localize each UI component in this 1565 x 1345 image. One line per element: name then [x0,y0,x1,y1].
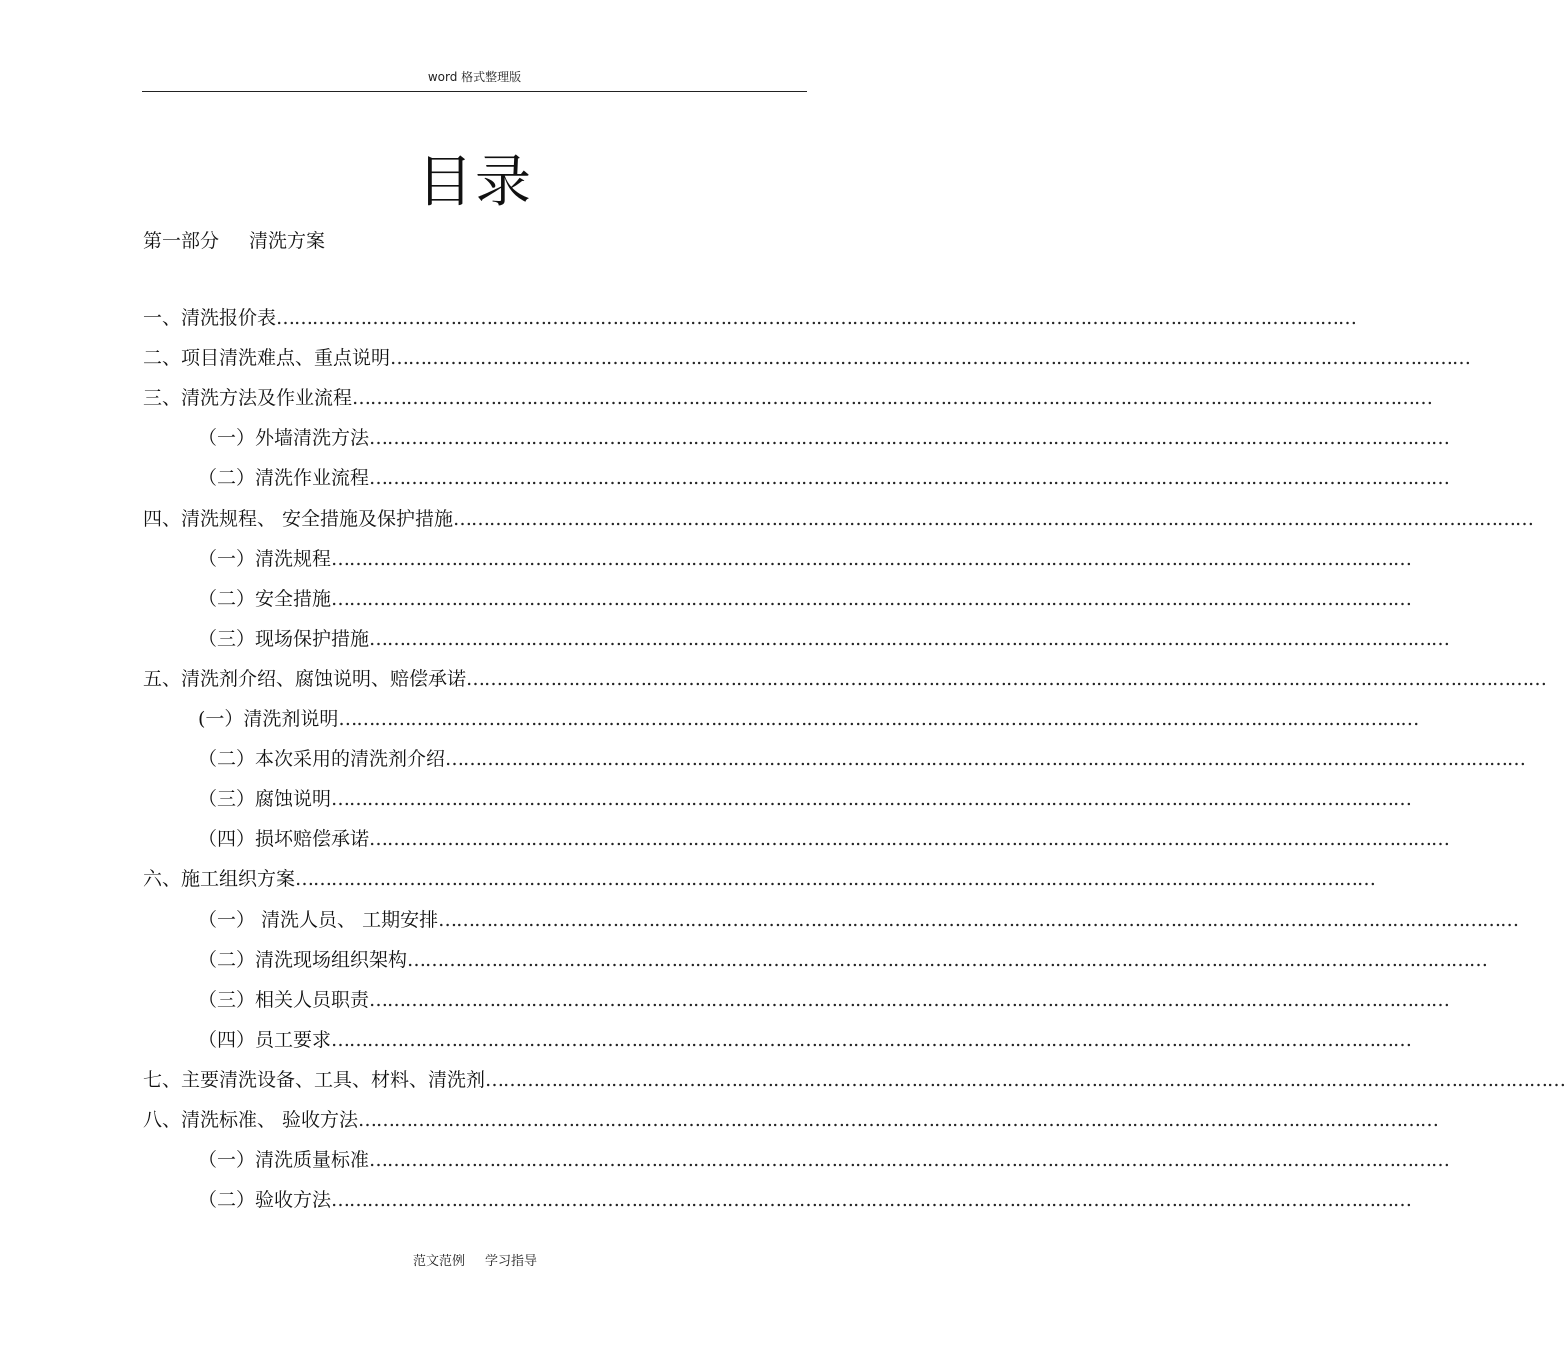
toc-dot-leader: ……………………………………………………………………………………………………………………………………………………………… [485,1068,1565,1091]
toc-entry-label: (一）清洗剂说明 [198,708,339,730]
toc-entry[interactable] [198,1027,1412,1053]
toc-dot-leader: ……………………………………………………………………………………………………………………………………………………………… [331,1028,1412,1051]
toc-dot-leader: ……………………………………………………………………………………………………………………………………………………………… [369,627,1450,650]
toc-entry-label: （二）本次采用的清洗剂介绍 [198,748,446,771]
toc-dot-leader: ……………………………………………………………………………………………………………………………………………………………… [331,547,1412,570]
toc-entry[interactable] [143,1067,1565,1093]
toc-entry-label: （一） 清洗人员、 工期安排 [198,908,439,931]
page-footer [0,1250,950,1269]
toc-entry-label: （一）清洗质量标准 [198,1149,370,1172]
toc-dot-leader: ……………………………………………………………………………………………………………………………………………………………… [438,908,1519,931]
toc-entry-label: （三）相关人员职责 [198,988,370,1011]
toc-entry[interactable] [198,586,1412,612]
toc-entry-label: 二、项目清洗难点、重点说明 [143,347,391,370]
page-header: word 格式整理版 [427,70,522,84]
toc-entry[interactable] [198,786,1412,812]
toc-entry-label: 八、清洗标准、 验收方法 [143,1109,359,1131]
toc-entry-label: （二）清洗现场组织架构 [198,948,408,971]
toc-dot-leader: ……………………………………………………………………………………………………………………………………………………………… [369,1149,1450,1172]
toc-entry[interactable] [198,626,1450,652]
toc-entry-label: （二）安全措施 [198,587,332,610]
toc-dot-leader: ……………………………………………………………………………………………………………………………………………………………… [466,667,1547,690]
toc-dot-leader: ……………………………………………………………………………………………………………………………………………………………… [390,347,1471,370]
toc-entry-label: 七、主要清洗设备、工具、材料、清洗剂 [143,1068,486,1091]
toc-entry[interactable] [198,987,1450,1013]
toc-entry[interactable] [143,1107,1439,1133]
toc-entry[interactable] [143,506,1534,532]
toc-entry[interactable] [198,1187,1412,1213]
part-label: 第一部分 [143,230,220,252]
toc-entry-label: （三）现场保护措施 [198,627,370,650]
toc-dot-leader: ……………………………………………………………………………………………………………………………………………………………… [331,788,1412,811]
toc-entry-label: （三）腐蚀说明 [198,788,332,811]
toc-entry-label: （一）外墙清洗方法 [198,427,370,450]
footer-right: 学习指导 [485,1254,538,1269]
toc-entry-label: 六、施工组织方案 [143,868,296,891]
toc-entry-label: （二）验收方法 [198,1189,332,1212]
toc-entry-label: （四）员工要求 [198,1028,332,1051]
toc-entry[interactable] [198,1147,1450,1173]
toc-dot-leader: ……………………………………………………………………………………………………………………………………………………………… [369,988,1450,1011]
toc-entry[interactable] [198,425,1450,451]
toc-dot-leader: ……………………………………………………………………………………………………………………………………………………………… [407,948,1488,971]
toc-dot-leader: ……………………………………………………………………………………………………………………………………………………………… [445,748,1526,771]
toc-dot-leader: ……………………………………………………………………………………………………………………………………………………………… [338,708,1419,730]
toc-dot-leader: ……………………………………………………………………………………………………………………………………………………………… [453,507,1534,530]
toc-entry-label: 四、清洗规程、 安全措施及保护措施 [143,507,454,530]
toc-entry[interactable] [198,907,1519,933]
toc-entry-label: 一、清洗报价表 [143,307,277,329]
toc-entry[interactable] [198,826,1450,852]
toc-entry[interactable] [143,345,1471,371]
toc-dot-leader: ……………………………………………………………………………………………………………………………………………………………… [352,387,1433,410]
toc-entry[interactable] [143,305,1357,331]
toc-entry[interactable] [198,546,1412,572]
toc-entry-label: 五、清洗剂介绍、腐蚀说明、赔偿承诺 [143,667,467,690]
toc-dot-leader: ……………………………………………………………………………………………………………………………………………………………… [331,587,1412,610]
toc-entry-label: （四）损坏赔偿承诺 [198,828,370,851]
footer-left: 范文范例 [412,1254,465,1269]
toc-dot-leader: ……………………………………………………………………………………………………………………………………………………………… [369,467,1450,490]
toc-entry[interactable] [143,866,1376,892]
toc-entry[interactable] [198,947,1488,973]
toc-dot-leader: ……………………………………………………………………………………………………………………………………………………………… [276,307,1357,329]
toc-dot-leader: ……………………………………………………………………………………………………………………………………………………………… [369,427,1450,450]
toc-entry[interactable] [198,465,1450,491]
toc-entry-label: （二）清洗作业流程 [198,467,370,490]
part-name: 清洗方案 [249,230,326,252]
toc-dot-leader: ……………………………………………………………………………………………………………………………………………………………… [369,828,1450,851]
toc-dot-leader: ……………………………………………………………………………………………………………………………………………………………… [331,1189,1412,1212]
toc-entry[interactable] [143,666,1547,692]
toc-entry-label: （一）清洗规程 [198,547,332,570]
toc-entry[interactable] [198,706,1419,732]
toc-entry-label: 三、清洗方法及作业流程 [143,387,353,410]
toc-dot-leader: ……………………………………………………………………………………………………………………………………………………………… [295,868,1376,891]
toc-entry[interactable] [198,746,1526,772]
toc-entry[interactable] [143,385,1433,411]
toc-dot-leader: ……………………………………………………………………………………………………………………………………………………………… [358,1109,1439,1131]
page-title: 目录 [417,150,533,215]
